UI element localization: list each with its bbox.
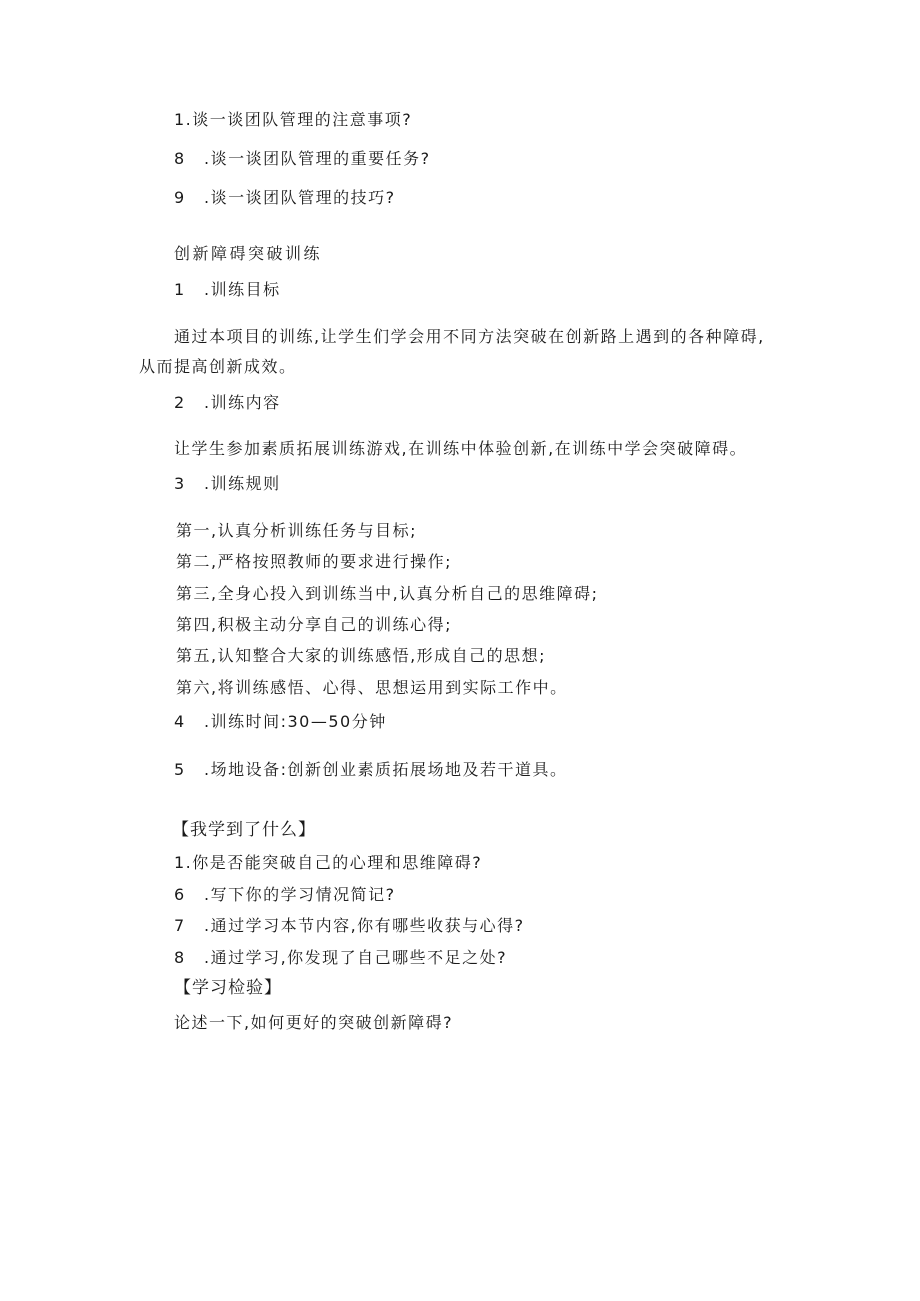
item-number: 1. — [174, 853, 193, 872]
item-number: 8 — [174, 948, 186, 967]
item-text: .谈一谈团队管理的重要任务? — [204, 149, 431, 168]
item-number: 8 — [174, 149, 186, 168]
item-number: 2 — [174, 393, 186, 412]
content-paragraph: 让学生参加素质拓展训练游戏,在训练中体验创新,在训练中学会突破障碍。 — [174, 439, 748, 458]
item-text: .通过学习,你发现了自己哪些不足之处? — [204, 948, 508, 967]
question-item — [174, 149, 431, 169]
content-heading — [174, 393, 281, 413]
section-title: 创新障碍突破训练 — [174, 244, 323, 263]
learned-item — [174, 948, 507, 968]
check-text: 论述一下,如何更好的突破创新障碍? — [174, 1013, 454, 1032]
time-item — [174, 712, 387, 732]
rule-item: 第五,认知整合大家的训练感悟,形成自己的思想; — [176, 646, 547, 665]
item-number: 1. — [174, 110, 193, 129]
item-text: 谈一谈团队管理的注意事项? — [192, 110, 413, 129]
item-text: .训练规则 — [204, 474, 281, 493]
learned-item — [174, 853, 482, 873]
equipment-item — [174, 760, 567, 780]
rule-item: 第二,严格按照教师的要求进行操作; — [176, 552, 452, 571]
rule-item: 第六,将训练感悟、心得、思想运用到实际工作中。 — [176, 678, 568, 697]
item-text: .谈一谈团队管理的技巧? — [204, 188, 396, 207]
item-number: 6 — [174, 885, 186, 904]
item-number: 1 — [174, 280, 186, 299]
item-text: 你是否能突破自己的心理和思维障碍? — [192, 853, 483, 872]
item-text: .训练目标 — [204, 280, 281, 299]
item-text: .训练时间:30—50分钟 — [204, 712, 387, 731]
item-number: 3 — [174, 474, 186, 493]
learned-item — [174, 916, 525, 936]
item-number: 5 — [174, 760, 186, 779]
check-title: 【学习检验】 — [174, 978, 282, 998]
item-number: 9 — [174, 188, 186, 207]
rule-item: 第三,全身心投入到训练当中,认真分析自己的思维障碍; — [176, 584, 599, 603]
rules-heading — [174, 474, 281, 494]
item-text: .写下你的学习情况简记? — [204, 885, 396, 904]
item-number: 4 — [174, 712, 186, 731]
learned-item — [174, 885, 396, 905]
goal-paragraph-line-2: 从而提高创新成效。 — [139, 357, 297, 376]
learned-title: 【我学到了什么】 — [172, 820, 316, 840]
rule-item: 第一,认真分析训练任务与目标; — [176, 521, 417, 540]
item-text: .通过学习本节内容,你有哪些收获与心得? — [204, 916, 525, 935]
question-item — [174, 188, 396, 208]
item-text: .训练内容 — [204, 393, 281, 412]
goal-paragraph-line-1: 通过本项目的训练,让学生们学会用不同方法突破在创新路上遇到的各种障碍, — [174, 327, 765, 346]
item-text: .场地设备:创新创业素质拓展场地及若干道具。 — [204, 760, 568, 779]
rule-item: 第四,积极主动分享自己的训练心得; — [176, 615, 452, 634]
item-number: 7 — [174, 916, 186, 935]
question-item — [174, 110, 412, 130]
goal-heading — [174, 280, 281, 300]
